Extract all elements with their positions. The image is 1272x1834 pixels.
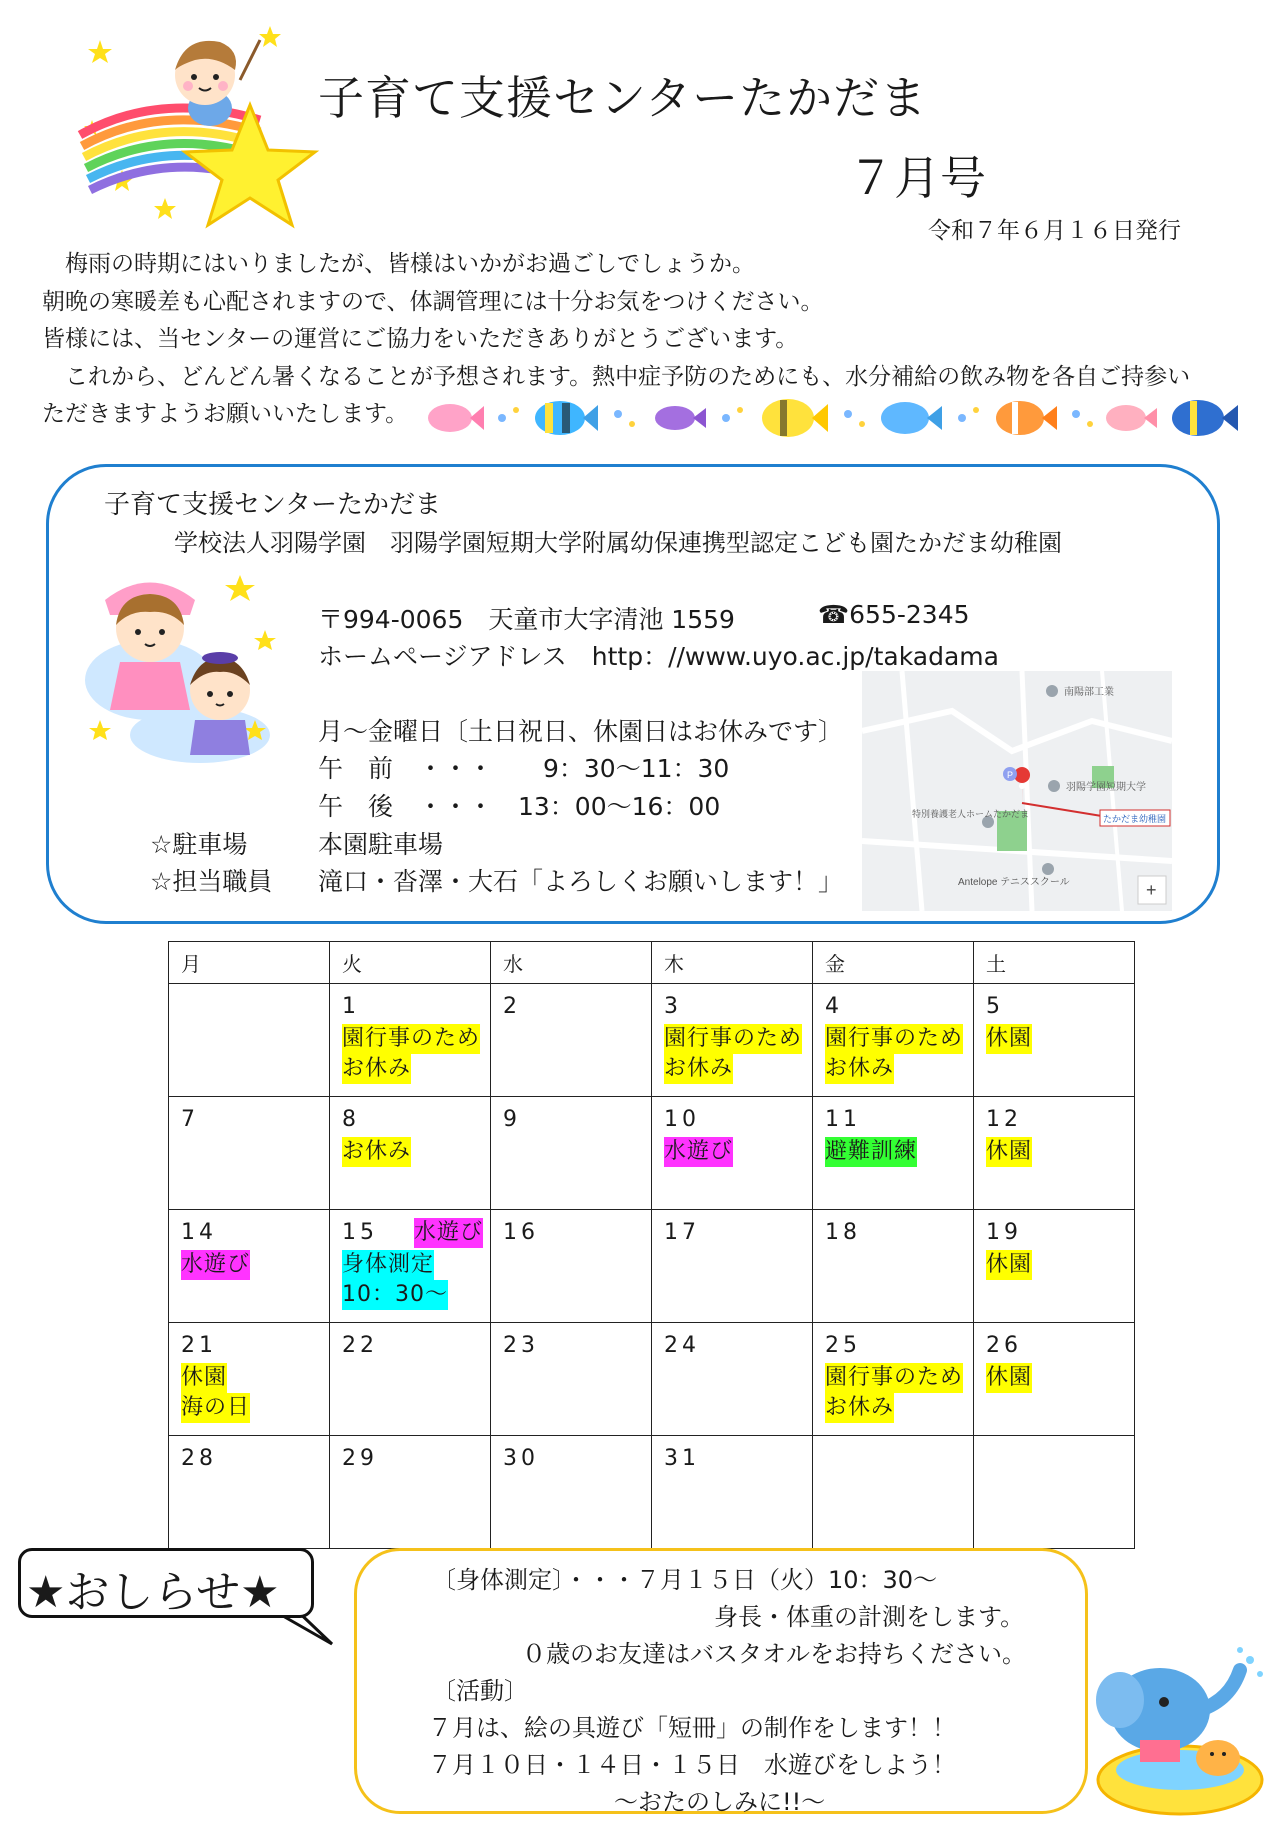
parking-icon: P <box>1007 770 1014 780</box>
day-number: 5 <box>986 994 1004 1019</box>
intro-line: ただきますようお願いいたします。 <box>42 401 409 427</box>
day-number: 17 <box>664 1220 700 1245</box>
calendar-week-row <box>169 1323 1135 1436</box>
notice-badge: ★おしらせ★ <box>26 1567 280 1618</box>
notice-line: ０歳のお友達はバスタオルをお持ちください。 <box>522 1640 1026 1668</box>
calendar-day-cell <box>813 1323 974 1436</box>
calendar-event: 水遊び <box>181 1250 250 1280</box>
calendar-day-cell <box>491 984 652 1097</box>
intro-line: 朝晩の寒暖差も心配されますので、体調管理には十分お気をつけください。 <box>42 288 824 315</box>
calendar-day-cell <box>974 1436 1135 1549</box>
calendar-day-cell <box>974 1210 1135 1323</box>
calendar-day-cell <box>491 1210 652 1323</box>
calendar-day-cell <box>330 1436 491 1549</box>
calendar-week-row <box>169 984 1135 1097</box>
calendar-day-cell <box>491 1323 652 1436</box>
notice-line: 〔活動〕 <box>432 1677 528 1705</box>
intro-line: 梅雨の時期にはいりましたが、皆様はいかがお過ごしでしょうか。 <box>42 251 755 277</box>
fish-icon <box>762 399 828 437</box>
weekday-header: 水 <box>491 942 652 984</box>
calendar-day-cell <box>169 1323 330 1436</box>
calendar-event: お休み <box>825 1393 894 1423</box>
fish-icon <box>535 401 598 435</box>
intro-line: これから、どんどん暑くなることが予想されます。熱中症予防のためにも、水分補給の飲み物を各自ご持参い <box>42 363 1191 390</box>
calendar-day-cell <box>169 1210 330 1323</box>
calendar-day-cell <box>652 1210 813 1323</box>
calendar-day-cell <box>330 984 491 1097</box>
calendar-day-cell <box>652 1097 813 1210</box>
calendar-event: 園行事のため <box>342 1024 480 1054</box>
calendar-event: 10：30～ <box>342 1280 448 1310</box>
day-number: 8 <box>342 1107 360 1132</box>
notice-line: ～おたのしみに!!～ <box>614 1788 826 1816</box>
fish-border-decoration <box>420 388 1240 446</box>
address: 〒994-0065 天童市大字清池 1559 <box>318 605 735 634</box>
weekday-header: 月 <box>169 942 330 984</box>
day-number: 28 <box>181 1446 217 1471</box>
issue-number: ７月号 <box>848 151 986 205</box>
calendar-event: 園行事のため <box>664 1024 802 1054</box>
zoom-in-icon[interactable]: + <box>1146 880 1157 900</box>
calendar-day-cell <box>330 1097 491 1210</box>
calendar-event: 水遊び <box>664 1137 733 1167</box>
fish-icon <box>1172 400 1238 436</box>
issue-date: 令和７年６月１６日発行 <box>928 218 1181 244</box>
day-number <box>342 1218 490 1248</box>
organization-name: 学校法人羽陽学園 羽陽学園短期大学附属幼保連携型認定こども園たかだま幼稚園 <box>174 529 1062 557</box>
map-label: 羽陽学園短期大学 <box>1066 782 1146 793</box>
calendar-day-cell <box>974 984 1135 1097</box>
weekday-header: 金 <box>813 942 974 984</box>
day-number: 30 <box>503 1446 539 1471</box>
calendar-day-cell <box>813 1210 974 1323</box>
map-thumbnail[interactable] <box>862 671 1172 911</box>
day-number: 14 <box>181 1220 217 1245</box>
map-label: たかだま幼稚園 <box>1103 814 1167 824</box>
day-number: 18 <box>825 1220 861 1245</box>
calendar-event: 避難訓練 <box>825 1137 917 1167</box>
day-number: 25 <box>825 1333 861 1358</box>
fish-icon <box>655 406 706 430</box>
calendar-week-row <box>169 1097 1135 1210</box>
tanabata-children-illustration <box>80 570 290 770</box>
calendar-week-row <box>169 1210 1135 1323</box>
calendar-day-cell <box>169 1436 330 1549</box>
calendar-week-row <box>169 1436 1135 1549</box>
calendar-day-cell <box>813 1436 974 1549</box>
calendar-event: 休園 <box>181 1363 227 1393</box>
calendar-day-cell <box>974 1323 1135 1436</box>
day-number: 29 <box>342 1446 378 1471</box>
calendar-day-cell <box>169 1097 330 1210</box>
calendar-event: 身体測定 <box>342 1250 434 1280</box>
day-number: 26 <box>986 1333 1022 1358</box>
weekday-header: 木 <box>652 942 813 984</box>
map-label: Antelope テニススクール <box>958 877 1070 888</box>
day-number: 12 <box>986 1107 1022 1132</box>
intro-line: 皆様には、当センターの運営にご協力をいただきありがとうございます。 <box>42 326 799 352</box>
calendar-event: 園行事のため <box>825 1363 963 1393</box>
calendar-event: お休み <box>664 1054 733 1084</box>
fish-icon <box>881 402 942 434</box>
calendar-day-cell <box>652 1323 813 1436</box>
calendar-event: 休園 <box>986 1363 1032 1393</box>
calendar-day-cell <box>330 1323 491 1436</box>
notice-line: ７月は、絵の具遊び「短冊」の制作をします！！ <box>428 1714 956 1742</box>
fish-icon <box>996 401 1057 435</box>
calendar-day-cell <box>491 1436 652 1549</box>
elephant-in-pool-illustration <box>1090 1640 1270 1820</box>
calendar-event: お休み <box>342 1137 411 1167</box>
afternoon-hours: 午 後 ・・・ 13：00～16：00 <box>318 792 721 821</box>
day-number: 10 <box>664 1107 700 1132</box>
day-number: 19 <box>986 1220 1022 1245</box>
page-title: 子育て支援センターたかだま <box>318 71 928 125</box>
calendar-event: 休園 <box>986 1024 1032 1054</box>
day-number: 23 <box>503 1333 539 1358</box>
day-number: 9 <box>503 1107 521 1132</box>
notice-line: 〔身体測定〕・・・７月１５日（火）10：30～ <box>432 1566 938 1594</box>
day-number: 3 <box>664 994 682 1019</box>
calendar-day-cell <box>169 984 330 1097</box>
day-number: 4 <box>825 994 843 1019</box>
notice-line: 身長・体重の計測をします。 <box>714 1603 1025 1631</box>
phone-number: ☎655-2345 <box>818 600 970 629</box>
calendar-event: 水遊び <box>414 1218 483 1248</box>
child-on-rainbow-star-illustration <box>70 20 320 235</box>
day-number: 11 <box>825 1107 861 1132</box>
calendar-day-cell <box>974 1097 1135 1210</box>
staff-label: ☆担当職員 <box>150 867 273 896</box>
fish-icon <box>428 404 484 432</box>
center-name: 子育て支援センターたかだま <box>104 490 441 520</box>
weekday-header: 火 <box>330 942 491 984</box>
day-number: 22 <box>342 1333 378 1358</box>
morning-hours: 午 前 ・・・ 9：30～11：30 <box>318 754 730 783</box>
calendar-day-cell <box>652 984 813 1097</box>
day-number: 31 <box>664 1446 700 1471</box>
calendar-event: 休園 <box>986 1137 1032 1167</box>
homepage-address: ホームページアドレス http：//www.uyo.ac.jp/takadama <box>318 642 999 671</box>
day-number: 7 <box>181 1107 199 1132</box>
map-label: 南陽部工業 <box>1064 687 1114 698</box>
day-number: 2 <box>503 994 521 1019</box>
day-number: 21 <box>181 1333 217 1358</box>
calendar-weekday-row <box>169 942 1135 984</box>
notice-line: ７月１０日・１４日・１５日 水遊びをしよう！ <box>428 1751 956 1779</box>
calendar-day-cell <box>652 1436 813 1549</box>
day-number: 24 <box>664 1333 700 1358</box>
calendar-day-cell <box>330 1210 491 1323</box>
day-number: 1 <box>342 994 360 1019</box>
parking-label: ☆駐車場 <box>150 830 248 859</box>
day-number-text: 15 <box>342 1220 378 1245</box>
calendar-event: お休み <box>825 1054 894 1084</box>
opening-days: 月～金曜日〔土日祝日、休園日はお休みです〕 <box>318 717 844 746</box>
weekday-header: 土 <box>974 942 1135 984</box>
calendar-day-cell <box>491 1097 652 1210</box>
parking-value: 本園駐車場 <box>318 830 444 859</box>
calendar-day-cell <box>813 1097 974 1210</box>
calendar-event: 海の日 <box>181 1393 250 1423</box>
staff-value: 滝口・沓澤・大石「よろしくお願いします！」 <box>318 867 844 896</box>
calendar-event: 園行事のため <box>825 1024 963 1054</box>
map-label: 特別養護老人ホームたかだま <box>912 809 1030 819</box>
calendar-day-cell <box>813 984 974 1097</box>
calendar-event: 休園 <box>986 1250 1032 1280</box>
day-number: 16 <box>503 1220 539 1245</box>
fish-icon <box>1106 405 1157 431</box>
calendar-event: お休み <box>342 1054 411 1084</box>
monthly-calendar <box>168 941 1135 1549</box>
